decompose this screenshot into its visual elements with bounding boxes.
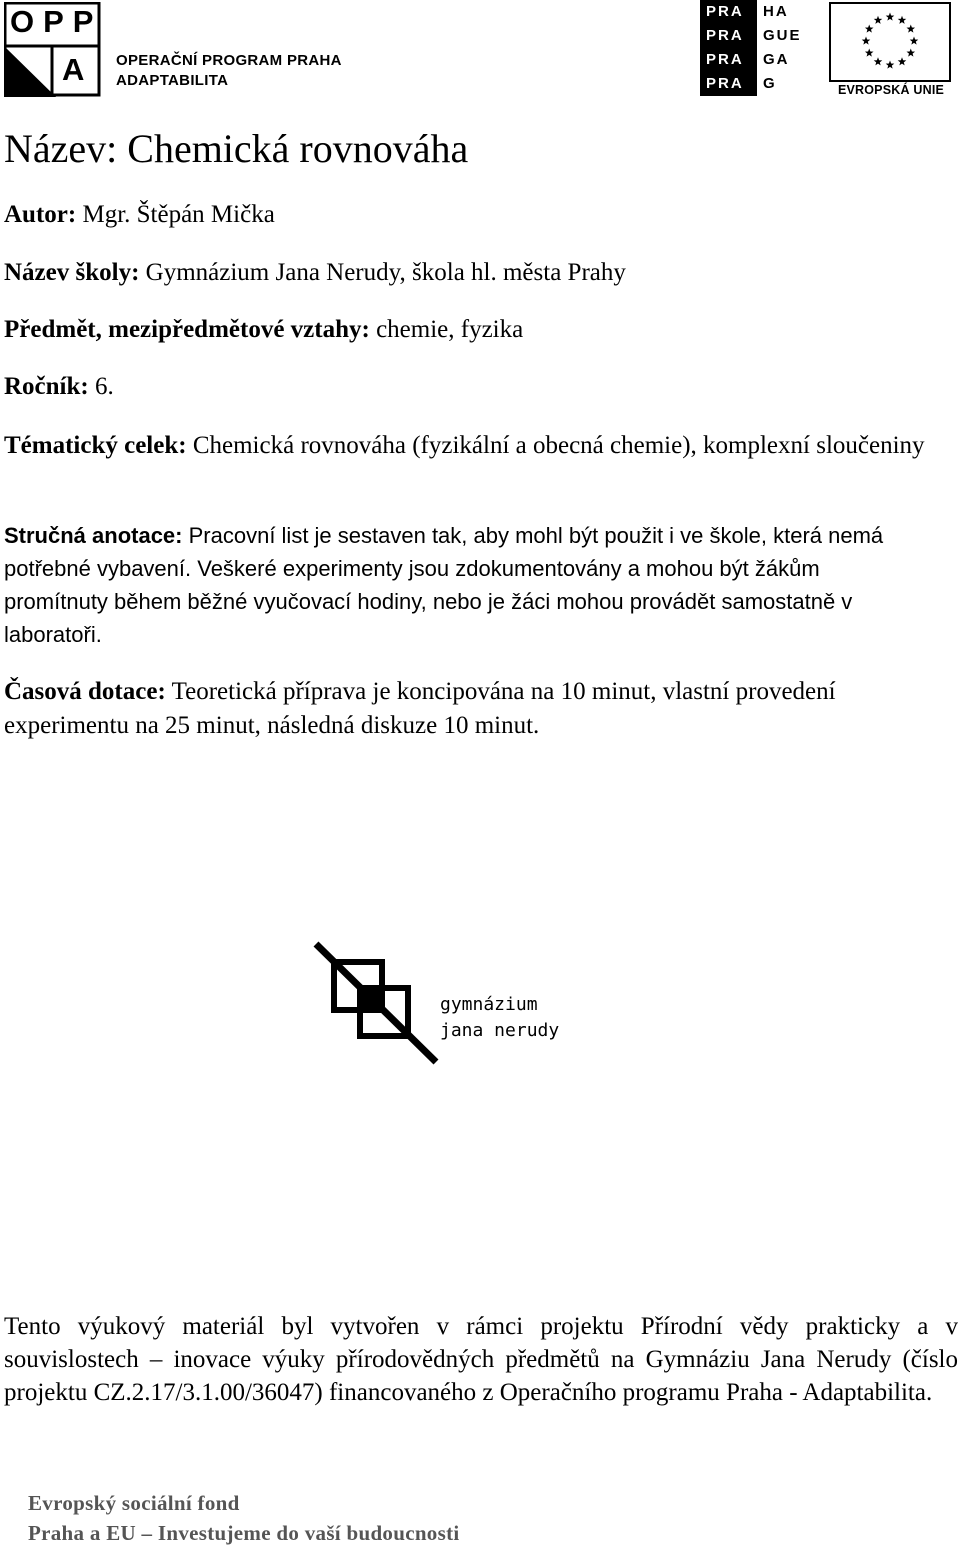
time-field: [4, 675, 960, 743]
oppa-program-name: [116, 51, 342, 91]
page-title: Název: Chemická rovnováha: [4, 126, 469, 171]
praha-logo-cell: PRA: [700, 24, 755, 48]
esf-footer: [28, 1488, 460, 1548]
annotation-value: Pracovní list je sestaven tak, aby mohl být použit i ve škole, která nemá potřebné vybavení. Veškeré experimenty jsou zdokumentovány a mohou být žákům promítnuty během běžné vyučovací hodiny, nebo je žáci mohou provádět samostatně v laboratoři.: [4, 523, 884, 647]
school-field: [4, 256, 959, 290]
esf-line2: Praha a EU – Investujeme do vaší budoucnosti: [28, 1521, 460, 1545]
author-value: Mgr. Štěpán Mička: [76, 201, 275, 228]
subject-field: [4, 313, 959, 347]
esf-line1: Evropský sociální fond: [28, 1491, 240, 1515]
eu-star-icon: [898, 16, 907, 24]
grade-value: 6.: [88, 373, 114, 400]
topic-field: [4, 429, 944, 463]
eu-star-icon: [865, 49, 874, 57]
annotation-field: [4, 519, 929, 651]
praha-logo-cell: PRA: [700, 72, 755, 96]
praha-logo-cell: PRA: [700, 0, 755, 24]
eu-star-icon: [874, 57, 883, 65]
topic-label: Tématický celek:: [4, 432, 187, 459]
author-field: [4, 198, 959, 232]
praha-logo-grid: [700, 0, 800, 96]
subject-value: chemie, fyzika: [369, 316, 524, 343]
eu-star-icon: [886, 61, 895, 69]
funding-statement: Tento výukový materiál byl vytvořen v rámci projektu Přírodní vědy prakticky a v souvislostech – inovace výuky přírodovědných předmětů na Gymnáziu Jana Nerudy (číslo projektu CZ.2.17/3.1.00/36047) financovaného z Operačního programu Praha - Adaptabilita.: [4, 1313, 958, 1406]
praha-logo: [700, 0, 800, 98]
annotation-label: Stručná anotace:: [4, 523, 183, 548]
eu-star-icon: [886, 13, 895, 21]
eu-star-icon: [910, 37, 919, 45]
school-logo-text: [440, 992, 559, 1044]
eu-star-icon: [907, 25, 916, 33]
praha-logo-cell: HA: [755, 0, 800, 24]
oppa-line2: ADAPTABILITA: [116, 72, 229, 89]
time-label: Časová dotace:: [4, 678, 166, 705]
praha-logo-cell: GA: [755, 48, 800, 72]
oppa-letter-a: A: [62, 52, 85, 87]
eu-logo: [829, 2, 953, 98]
oppa-letters: OPP: [10, 4, 103, 39]
school-label: Název školy:: [4, 259, 140, 286]
eu-stars-icon: [831, 4, 949, 80]
eu-star-icon: [865, 25, 874, 33]
school-logo: [312, 940, 582, 1066]
author-label: Autor:: [4, 201, 77, 228]
eu-label: EVROPSKÁ UNIE: [837, 83, 945, 97]
oppa-logo: [4, 2, 344, 98]
grade-label: Ročník:: [4, 373, 89, 400]
praha-logo-cell: GUE: [755, 24, 800, 48]
subject-label: Předmět, mezipředmětové vztahy:: [4, 316, 370, 343]
topic-value: Chemická rovnováha (fyzikální a obecná chemie), komplexní sloučeniny: [186, 432, 925, 459]
praha-logo-cell: PRA: [700, 48, 755, 72]
eu-flag: [829, 2, 951, 82]
school-value: Gymnázium Jana Nerudy, škola hl. města Prahy: [139, 259, 626, 286]
grade-field: [4, 370, 959, 404]
eu-star-icon: [862, 37, 871, 45]
eu-star-icon: [898, 57, 907, 65]
eu-star-icon: [907, 49, 916, 57]
eu-star-icon: [874, 16, 883, 24]
school-logo-line1: gymnázium: [440, 994, 538, 1015]
school-logo-mark-icon: [312, 940, 442, 1066]
praha-logo-cell: G: [755, 72, 800, 96]
school-logo-line2: jana nerudy: [440, 1020, 560, 1041]
oppa-line1: OPERAČNÍ PROGRAM PRAHA: [116, 52, 342, 69]
time-value: Teoretická příprava je koncipována na 10 minut, vlastní provedení experimentu na 25 minut, následná diskuze 10 minut.: [4, 678, 836, 739]
